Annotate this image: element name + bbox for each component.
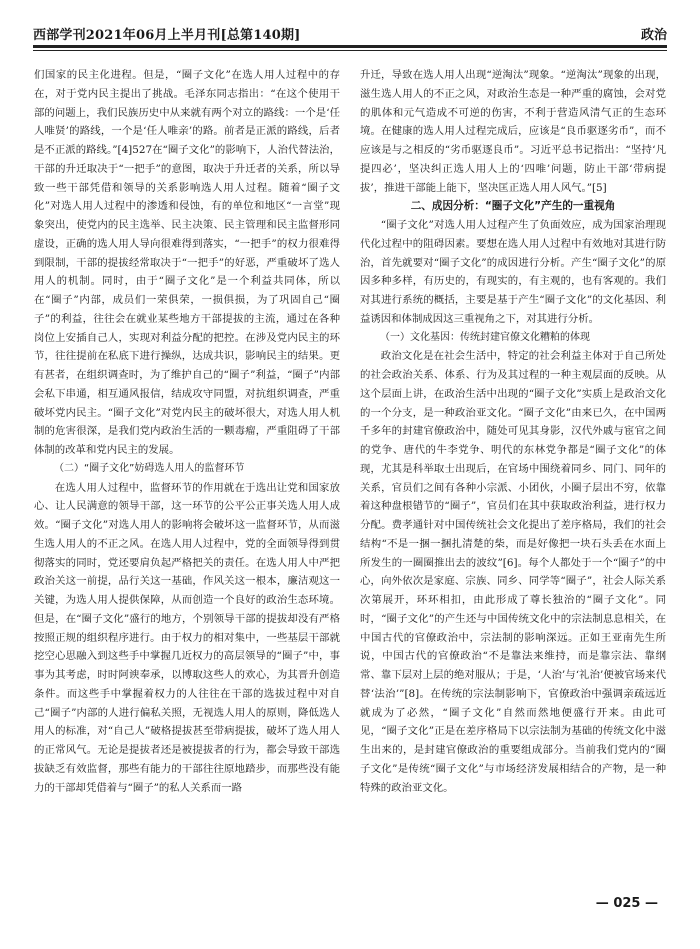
right-column — [360, 66, 666, 797]
subheading-supervision: （二）“圈子文化”妨碍选人用人的监督环节 — [54, 462, 245, 474]
left-paragraph-1: 们国家的民主化进程。但是，“圈子文化”在选人用人过程中的存在，对于党内民主提出了挑战。毛泽东同志指出：“在这个使用干部的问题上，我们民族历史中从来就有两个对立的路线：一个是‘任人唯贤’的路线，一个是‘任人唯亲’的路。前者是正派的路线，后者是不正派的路线。”[4]527在“圈子文化”的影响下，人治代替法治，干部的升迁取决于“一把手”的意图，取决于升迁者的关系，所以导致一些干部凭借和领导的关系影响选人用人过程。随着“圈子文化”对选人用人过程中的渗透和侵蚀，有的单位和地区“一言堂”现象突出，使党内的民主选举、民主决策、民主管理和民主监督形同虚设，正确的选人用人导向很难得到落实，“一把手”的权力很难得到限制，干部的提拔经常取决于“一把手”的好恶，严重破坏了选人用人的机制。同时，由于“圈子文化”是一个利益共同体，所以在“圈子”内部，成员们一荣俱荣，一损俱损，为了巩固自己“圈子”的利益，往往会在就业某些地方干部提拔的主流，通过在各种岗位上安插自己人，实现对利益分配的把控。在涉及党内民主的环节，往往提前在私底下进行操纵，达成共识，影响民主的结果。更有甚者，在组织调查时，为了维护自己的“圈子”利益，“圈子”内部会私下串通，相互通风报信，结成攻守同盟，对抗组织调查，严重破坏党内民主。“圈子文化”对党内民主的破坏很大，对选人用人机制的危害很深，是我们党内政治生活的一颗毒瘤，严重阻碍了干部体制的改革和党内民主的发展。 — [34, 69, 340, 456]
journal-issue-title: 西部学刊2021年06月上半月刊[总第140期] — [33, 28, 301, 43]
header-rule-thick — [33, 45, 667, 48]
left-paragraph-2: 在选人用人过程中，监督环节的作用就在于选出让党和国家放心、让人民满意的领导干部，这一环节的公平公正事关选人用人成效。“圈子文化”对选人用人的影响将会破坏这一监督环节，从而滋生选人用人的不正之风。在选人用人过程中，党的全面领导得到贯彻落实的同时，党还要肩负起严格把关的责任。在选人用人中严把政治关这一前提，品行关这一基础，作风关这一根本，廉洁观这一关键，为选人用人提供保障，从而创造一个良好的政治生态环境。但是，在“圈子文化”盛行的地方，个别领导干部的提拔却没有严格按照正规的组织程序进行。由于权力的相对集中，一些基层干部就挖空心思融入到这些手中掌握几近权力的高层领导的“圈子”中，事事为其考虑，时时阿谀奉承，以博取这些人的欢心，为其晋升创造条件。而这些手中掌握着权力的人往往在干部的选拔过程中对自己“圈子”内部的人进行偏私关照，无视选人用人的原则，降低选人用人的标准，对“自己人”破格提拔甚至带病提拔，破坏了选人用人的正常风气。无论是提拔者还是被提拔者的行为，都会导致干部选拔缺乏有效监督，那些有能力的干部往往原地踏步，而那些没有能力的干部却凭借着与“圈子”的私人关系而一路 — [34, 481, 340, 794]
section-heading-causes: 二、成因分析：“圈子文化”产生的一重视角 — [410, 200, 616, 213]
header-rule-thin — [33, 50, 667, 51]
section-label: 政治 — [640, 28, 667, 43]
page-number: — 025 — — [595, 896, 658, 911]
right-paragraph-2: “圈子文化”对选人用人过程产生了负面效应，成为国家治理现代化过程中的阻碍因素。要想在选人用人过程中有效地对其进行防治，首先就要对“圈子文化”的成因进行分析。产生“圈子文化”的原因多种多样，有历史的，有现实的，有主观的，也有客观的。我们对其进行系统的概括，主要是基于产生“圈子文化”的文化基因、利益诱因和体制成因这三重视角之下，对其进行分析。 — [360, 219, 666, 325]
subheading-cultural-gene: （一）文化基因：传统封建官僚文化糟粕的体现 — [380, 331, 590, 343]
right-paragraph-3: 政治文化是在社会生活中，特定的社会利益主体对于自己所处的社会政治关系、体系、行为及其过程的一种主观层面的反映。从这个层面上讲，在政治生活中出现的“圈子文化”实质上是政治文化的一个分支，是一种政治亚文化。“圈子文化”由来已久，在中国两千多年的封建官僚政治中，随处可见其身影，汉代外戚与宦官之间的党争、唐代的牛李党争、明代的东林党争都是“圈子文化”的体现，尤其是科举取士出现后，在官场中围绕着同乡、同门、同年的关系，官员们之间有各种小宗派、小团伙，小圈子层出不穷，依靠着这种盘根错节的“圈子”，官员们在其中获取政治利益，进行权力分配。费孝通针对中国传统社会文化提出了差序格局，我们的社会结构“不是一捆一捆扎清楚的柴，而是好像把一块石头丢在水面上所发生的一圈圈推出去的波纹”[6]。每个人都处于一个“圈子”的中心，向外依次是家庭、宗族、同乡、同学等“圈子”，社会人际关系次第展开，环环相扣，由此形成了尊长独治的“圈子文化”。同时，“圈子文化”的产生还与中国传统文化中的宗法制息息相关，在中国古代的官僚政治中，宗法制的影响深远。正如王亚南先生所说，中国古代的官僚政治“不是靠法来维持，而是靠宗法、靠纲常、靠下层对上层的绝对服从；于是，‘人治’与‘礼治’便被官场来代替‘法治’”[8]。在传统的宗法制影响下，官僚政治中强调亲疏远近就成为了必然，“圈子文化”自然而然地便盛行开来。由此可见，“圈子文化”正是在差序格局下以宗法制为基础的传统文化中滋生出来的，是封建官僚政治的重要组成部分。当前我们党内的“圈子文化”是传统“圈子文化”与市场经济发展相结合的产物，是一种特殊的政治亚文化。 — [360, 350, 666, 794]
left-column — [34, 66, 340, 797]
running-header — [33, 22, 667, 44]
right-paragraph-1: 升迁，导致在选人用人出现“逆淘汰”现象。“逆淘汰”现象的出现，滋生选人用人的不正之风，对政治生态是一种严重的腐蚀，会对党的肌体和元气造成不可逆的伤害，不利于营造风清气正的生态环境。在健康的选人用人过程完成后，应该是“良币驱逐劣币”，而不应该是与之相反的“劣币驱逐良币”。习近平总书记指出：“坚持‘凡提四必’，坚决纠正选人用人上的‘四唯’问题，防止干部‘带病提拔’，推进干部能上能下，坚决匡正选人用人风气。”[5] — [360, 69, 666, 194]
